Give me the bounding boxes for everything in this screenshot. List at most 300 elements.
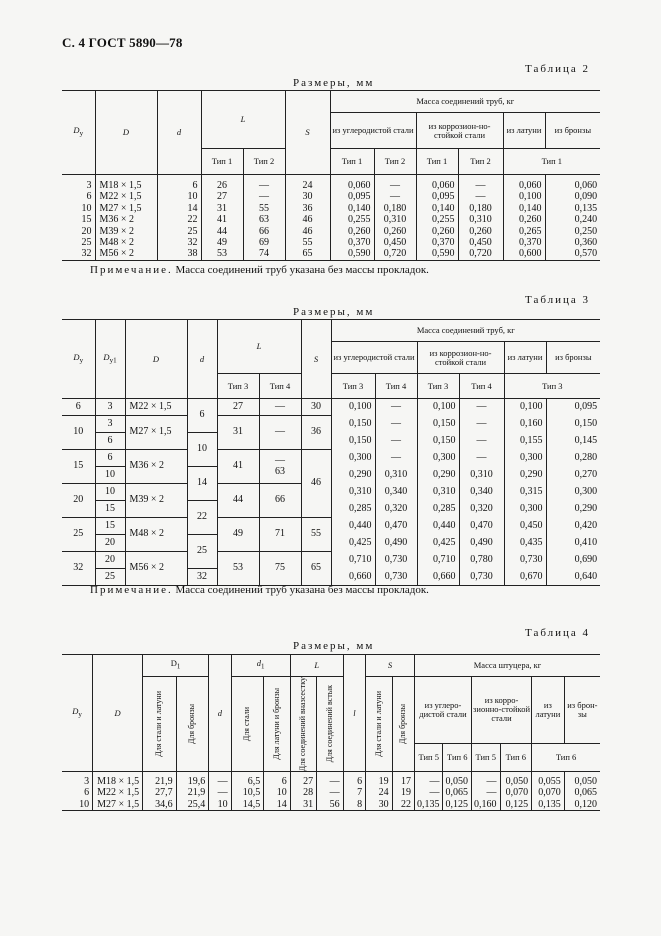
table-cell: 10 [62, 203, 95, 215]
table-cell: 28 [290, 788, 316, 800]
table-cell: 0,260 [503, 215, 545, 227]
table-cell: — [243, 175, 285, 192]
table-cell: — [458, 175, 503, 192]
table-row [62, 799, 600, 811]
D-cell: M27 × 1,5 [125, 416, 187, 450]
table4-caption: Таблица 4 [525, 627, 591, 639]
table-cell: 0,310 [374, 215, 416, 227]
t4-h-carbon: из углеро-дистой стали [414, 677, 471, 744]
t2-h-L: L [201, 91, 285, 149]
table-cell: 0,590 [416, 249, 458, 261]
t4-h-d: d [209, 655, 231, 772]
table-cell: 74 [243, 249, 285, 261]
L3-cell: 31 [217, 416, 259, 450]
table-cell: 6,5 [231, 772, 264, 788]
D-cell: M39 × 2 [125, 484, 187, 518]
t2-h-stainless-type1: Тип 1 [416, 149, 458, 175]
table-cell: 3 [62, 772, 93, 788]
table-cell: 0,300 [417, 450, 459, 467]
table-cell: 0,065 [574, 787, 597, 799]
table-cell: 6 [264, 772, 290, 788]
D-cell: M56 × 2 [125, 552, 187, 586]
table-cell: 46 [285, 215, 330, 227]
table-cell: 0,720 [374, 249, 416, 261]
t4-h-D1-bronze: Для бронзы [176, 677, 209, 772]
t4-h-d1: $d_1$ [231, 655, 290, 677]
table-cell: 24 [366, 788, 392, 800]
d-cell: 14 [187, 467, 217, 501]
t3-h-mass: Масса соединений труб, кг [331, 320, 600, 342]
L4-cell: — [259, 416, 301, 450]
dy1-cell: 20 [95, 552, 125, 569]
table-cell: 0,095 [416, 192, 458, 204]
table-cell: M39 × 2 [95, 226, 157, 238]
table-cell: — [375, 433, 417, 450]
table-cell: 0,310 [331, 484, 375, 501]
t2-h-bronze: из бронзы [545, 113, 600, 149]
table-cell: 17 [392, 772, 414, 788]
table-cell: 0,135 [532, 799, 565, 811]
table-row [62, 552, 600, 569]
table-cell: 21,9 [176, 788, 209, 800]
table-cell: 0,240 [574, 214, 598, 225]
table-cell: — [374, 175, 416, 192]
table-cell: 24 [285, 175, 330, 192]
t4-h-d1-steel: Для стали [231, 677, 264, 772]
table-cell: 0,600 [503, 249, 545, 261]
table-cell: 69 [243, 238, 285, 250]
L3-cell: 44 [217, 484, 259, 518]
t4-h-S-steel-brass: Для стали и латуни [366, 677, 392, 772]
S-cell: 30 [301, 399, 331, 416]
table-cell: 0,310 [459, 467, 504, 484]
t4-h-bronze: из брон-зы [564, 677, 600, 744]
table-cell: 0,490 [375, 535, 417, 552]
table-cell: 0,135 [414, 799, 443, 811]
table-cell: 19 [392, 788, 414, 800]
t3-h-brass: из латуни [504, 342, 546, 374]
table-cell: 0,660 [331, 569, 375, 586]
table-cell: 0,370 [416, 238, 458, 250]
table-cell: — [459, 433, 504, 450]
L4-cell: — [259, 399, 301, 416]
table-cell: M18 × 1,5 [95, 175, 157, 192]
t4-h-S-bronze: Для бронзы [392, 677, 414, 772]
S-cell: 46 [301, 450, 331, 518]
table-cell: 19,6 [176, 772, 209, 788]
table-cell: 0,710 [417, 552, 459, 569]
t4-h-stainless-type6: Тип 6 [500, 743, 532, 772]
dy-cell: 6 [62, 399, 95, 416]
table-cell: 0,660 [417, 569, 459, 586]
table-cell: 20 [62, 226, 95, 238]
table-cell: 10 [157, 192, 201, 204]
table-cell: 0,140 [416, 203, 458, 215]
table-cell: 0,060 [416, 175, 458, 192]
t3-h-D: D [125, 320, 187, 399]
table-cell: — [375, 399, 417, 416]
table-cell: 0,780 [459, 552, 504, 569]
t4-h-S: S [366, 655, 415, 677]
table3-note: Примечание. Масса соединений труб указана без массы прокладок. [90, 584, 429, 596]
table-cell: 38 [157, 249, 201, 261]
table-cell: 34,6 [142, 799, 176, 811]
table-cell: 0,150 [331, 433, 375, 450]
table-cell: 0,360 [574, 237, 598, 248]
L3-cell: 41 [217, 450, 259, 484]
table-cell: — [243, 192, 285, 204]
table-cell: 0,290 [331, 467, 375, 484]
t2-h-dy: $D_y$ [62, 91, 95, 175]
table-cell: 0,450 [504, 518, 546, 535]
table-cell: 19 [366, 772, 392, 788]
table-row [62, 484, 600, 501]
table-cell: — [472, 772, 501, 788]
table-cell: 0,140 [503, 203, 545, 215]
table-row [62, 772, 600, 788]
table-cell: 0,410 [574, 536, 598, 548]
table-cell: — [375, 416, 417, 433]
t2-h-carbon-type1: Тип 1 [330, 149, 374, 175]
t3-h-d: d [187, 320, 217, 399]
table-cell: 0,150 [331, 416, 375, 433]
table-cell: 0,425 [417, 535, 459, 552]
table-cell: 0,120 [564, 799, 600, 811]
t4-h-carbon-type6: Тип 6 [443, 743, 472, 772]
table-cell: 65 [285, 249, 330, 261]
table-cell: 31 [201, 203, 243, 215]
table-cell: 0,100 [504, 399, 546, 416]
table-cell: 0,290 [504, 467, 546, 484]
t3-h-stainless: из коррозион-но-стойкой стали [417, 342, 504, 374]
table-cell: M36 × 2 [95, 215, 157, 227]
table-cell: 0,155 [504, 433, 546, 450]
table-cell: M56 × 2 [95, 249, 157, 261]
table-cell: 46 [285, 226, 330, 238]
table-row [62, 788, 600, 800]
table-cell: 0,720 [458, 249, 503, 261]
table-row [62, 249, 600, 261]
t4-h-stainless-type5: Тип 5 [472, 743, 501, 772]
table-cell: 0,260 [330, 226, 374, 238]
t4-h-D: D [93, 655, 143, 772]
table-cell: 25 [62, 238, 95, 250]
table-cell: 0,570 [545, 249, 600, 261]
table-cell: — [458, 192, 503, 204]
dy1-cell: 15 [95, 501, 125, 518]
d-cell: 10 [187, 433, 217, 467]
D-cell: M22 × 1,5 [125, 399, 187, 416]
table-cell: — [459, 450, 504, 467]
t4-h-stainless: из корро-зионно-стойкой стали [472, 677, 532, 744]
table-cell: 0,310 [375, 467, 417, 484]
table-cell: 0,140 [330, 203, 374, 215]
table-cell: 32 [62, 249, 95, 261]
t2-h-S: S [285, 91, 330, 175]
table-cell: 32 [157, 238, 201, 250]
D-cell: M48 × 2 [125, 518, 187, 552]
dy-cell: 20 [62, 484, 95, 518]
table-cell: 0,150 [417, 433, 459, 450]
L4-cell: 66 [259, 484, 301, 518]
table-cell: 0,470 [459, 518, 504, 535]
t2-h-d: d [157, 91, 201, 175]
table-cell: 0,100 [417, 399, 459, 416]
table-cell: 0,090 [574, 191, 598, 202]
table-cell: 21,9 [142, 772, 176, 788]
table-cell: 0,300 [331, 450, 375, 467]
table-cell: — [459, 399, 504, 416]
dy-cell: 15 [62, 450, 95, 484]
L4-cell: 71 [259, 518, 301, 552]
t4-h-L-butt: Для соединений встык [317, 677, 344, 772]
table-cell: 10 [209, 799, 231, 811]
table-cell: 0,300 [504, 450, 546, 467]
S-cell: 36 [301, 416, 331, 450]
table2-sizes: Размеры, мм [293, 77, 375, 89]
table-cell: 0,710 [331, 552, 375, 569]
table2 [62, 90, 600, 261]
L3-cell: 27 [217, 399, 259, 416]
table-cell: 0,070 [500, 788, 532, 800]
table-cell: 25 [157, 226, 201, 238]
table-cell: 66 [243, 226, 285, 238]
d-cell: 22 [187, 501, 217, 535]
table2-caption: Таблица 2 [525, 63, 591, 75]
table-row [62, 215, 600, 227]
table-cell: 0,125 [443, 799, 472, 811]
D-cell: M36 × 2 [125, 450, 187, 484]
table3-sizes: Размеры, мм [293, 306, 375, 318]
table-cell: 0,730 [375, 552, 417, 569]
table-cell: 0,060 [503, 175, 545, 192]
t4-h-l: l [343, 655, 365, 772]
table-cell: 49 [201, 238, 243, 250]
table-cell: 0,730 [504, 552, 546, 569]
table-cell: — [459, 416, 504, 433]
table-cell: 0,065 [443, 788, 472, 800]
table-cell: M48 × 2 [95, 238, 157, 250]
t2-h-mass: Масса соединений труб, кг [330, 91, 600, 113]
table-cell: 6 [62, 192, 95, 204]
L4-cell: — 63 [259, 450, 301, 484]
table-cell: 0,320 [459, 501, 504, 518]
dy1-cell: 10 [95, 467, 125, 484]
table-cell: — [317, 788, 344, 800]
t4-h-D1: $D_1$ [142, 655, 208, 677]
t3-h-dy: $D_y$ [62, 320, 95, 399]
table-cell: — [414, 788, 443, 800]
t3-h-stainless-type3: Тип 3 [417, 374, 459, 399]
table-cell: 0,730 [375, 569, 417, 586]
table-cell: 0,265 [503, 226, 545, 238]
table-cell: — [414, 772, 443, 788]
table-cell: 0,145 [574, 434, 598, 446]
t4-h-mass: Масса штуцера, кг [414, 655, 600, 677]
t2-h-L-type1: Тип 1 [201, 149, 243, 175]
t4-h-d1-brass-bronze: Для латуни и бронзы [264, 677, 290, 772]
t4-h-D1-steel-brass: Для стали и латуни [142, 677, 176, 772]
table-cell: 0,420 [574, 519, 598, 531]
table-cell: 0,290 [417, 467, 459, 484]
table-cell: 0,285 [417, 501, 459, 518]
table-cell: 0,300 [574, 485, 598, 497]
table3 [62, 319, 600, 586]
t2-h-stainless-type2: Тип 2 [458, 149, 503, 175]
t4-h-L: L [290, 655, 343, 677]
table3-caption: Таблица 3 [525, 294, 591, 306]
table-cell: 22 [157, 215, 201, 227]
table-cell: 41 [201, 215, 243, 227]
table-cell: 0,260 [458, 226, 503, 238]
table-cell: M18 × 1,5 [93, 772, 143, 788]
table-cell: 0,160 [504, 416, 546, 433]
L3-cell: 49 [217, 518, 259, 552]
S-cell: 55 [301, 518, 331, 552]
t3-h-brass-bronze-type3: Тип 3 [504, 374, 600, 399]
t2-h-carbon-type2: Тип 2 [374, 149, 416, 175]
table-cell: 0,050 [574, 776, 597, 788]
table-cell: 56 [317, 799, 344, 811]
table-cell: 0,050 [500, 772, 532, 788]
d-cell: 25 [187, 535, 217, 569]
table-row [62, 399, 600, 416]
table-cell: 0,340 [459, 484, 504, 501]
t3-h-bronze: из бронзы [546, 342, 600, 374]
table-cell: 14 [264, 799, 290, 811]
t4-h-dy: $D_y$ [62, 655, 93, 772]
table-cell: 0,070 [532, 788, 565, 800]
dy1-cell: 10 [95, 484, 125, 501]
dy1-cell: 3 [95, 416, 125, 433]
dy1-cell: 3 [95, 399, 125, 416]
table-cell: 31 [290, 799, 316, 811]
table-cell: 0,180 [458, 203, 503, 215]
table-cell: 0,450 [458, 238, 503, 250]
dy1-cell: 15 [95, 518, 125, 535]
table-cell: 14 [157, 203, 201, 215]
table-cell: 0,125 [500, 799, 532, 811]
t3-h-dy1: $D_{y1}$ [95, 320, 125, 399]
table-cell: 55 [243, 203, 285, 215]
table-cell: 25,4 [176, 799, 209, 811]
L3-cell: 53 [217, 552, 259, 586]
table-cell: M22 × 1,5 [95, 192, 157, 204]
t2-h-carbon: из углеродистой стали [330, 113, 416, 149]
table-cell: 26 [201, 175, 243, 192]
t4-h-brass-bronze-type6: Тип 6 [532, 743, 600, 772]
dy1-cell: 25 [95, 569, 125, 586]
table-cell: 0,060 [330, 175, 374, 192]
table-cell: 55 [285, 238, 330, 250]
page-header: С. 4 ГОСТ 5890—78 [62, 35, 183, 50]
table4 [62, 654, 600, 811]
t4-h-brass: из латуни [532, 677, 565, 744]
table-cell: 22 [392, 799, 414, 811]
dy1-cell: 6 [95, 450, 125, 467]
t2-h-L-type2: Тип 2 [243, 149, 285, 175]
table-cell: 0,470 [375, 518, 417, 535]
table-cell: 0,370 [330, 238, 374, 250]
table-cell: 0,435 [504, 535, 546, 552]
table-cell: 0,340 [375, 484, 417, 501]
table-cell: 27 [201, 192, 243, 204]
table-row [62, 192, 600, 204]
table-cell: 3 [62, 175, 95, 192]
table-cell: 0,050 [443, 772, 472, 788]
table-row [62, 416, 600, 433]
table-cell: 0,310 [417, 484, 459, 501]
table-cell: 27 [290, 772, 316, 788]
table-cell: 0,490 [459, 535, 504, 552]
table-cell: 0,440 [331, 518, 375, 535]
table-row [62, 175, 600, 192]
table-cell: 44 [201, 226, 243, 238]
table-cell: 0,255 [416, 215, 458, 227]
table-cell: 0,095 [330, 192, 374, 204]
d-cell: 32 [187, 569, 217, 586]
table-cell: 0,690 [574, 553, 598, 565]
table-cell: 0,095 [574, 401, 598, 412]
table-cell: 30 [366, 799, 392, 811]
table-cell: 53 [201, 249, 243, 261]
table-cell: 0,315 [504, 484, 546, 501]
t4-h-L-socket: Для соединений вназсестку [290, 677, 316, 772]
table4-sizes: Размеры, мм [293, 640, 375, 652]
table-cell: 0,055 [532, 772, 565, 788]
table-cell: — [375, 450, 417, 467]
table-cell: 15 [62, 215, 95, 227]
table-cell: — [374, 192, 416, 204]
table-cell: — [472, 788, 501, 800]
table-cell: 0,100 [503, 192, 545, 204]
table-cell: 27,7 [142, 788, 176, 800]
table-cell: 0,285 [331, 501, 375, 518]
table-cell: M27 × 1,5 [93, 799, 143, 811]
table-cell: 0,250 [574, 225, 598, 237]
table-cell: 0,450 [374, 238, 416, 250]
dy-cell: 25 [62, 518, 95, 552]
table-cell: 36 [285, 203, 330, 215]
t2-h-stainless: из коррозион-но-стойкой стали [416, 113, 503, 149]
table-cell: 0,730 [459, 569, 504, 586]
table-cell: 30 [285, 192, 330, 204]
table-cell: 0,670 [504, 569, 546, 586]
table-cell: 0,320 [375, 501, 417, 518]
table-row [62, 518, 600, 535]
table-cell: 0,150 [417, 416, 459, 433]
table-cell: 10,5 [231, 788, 264, 800]
table-cell: 0,300 [504, 501, 546, 518]
table-row [62, 203, 600, 215]
t2-h-brass-bronze-type1: Тип 1 [503, 149, 600, 175]
S-cell: 65 [301, 552, 331, 586]
t3-h-carbon-type3: Тип 3 [331, 374, 375, 399]
t3-h-carbon-type4: Тип 4 [375, 374, 417, 399]
table-cell: 8 [343, 799, 365, 811]
table-cell: M22 × 1,5 [93, 788, 143, 800]
t2-h-D: D [95, 91, 157, 175]
d-cell: 6 [187, 399, 217, 433]
table-cell: 10 [62, 799, 93, 811]
table-cell: 6 [157, 175, 201, 192]
t2-h-brass: из латуни [503, 113, 545, 149]
table-cell: 6 [62, 788, 93, 800]
table-cell: 0,255 [330, 215, 374, 227]
t3-h-carbon: из углеродистой стали [331, 342, 417, 374]
table-cell: 63 [243, 215, 285, 227]
table-cell: 0,640 [546, 569, 600, 586]
